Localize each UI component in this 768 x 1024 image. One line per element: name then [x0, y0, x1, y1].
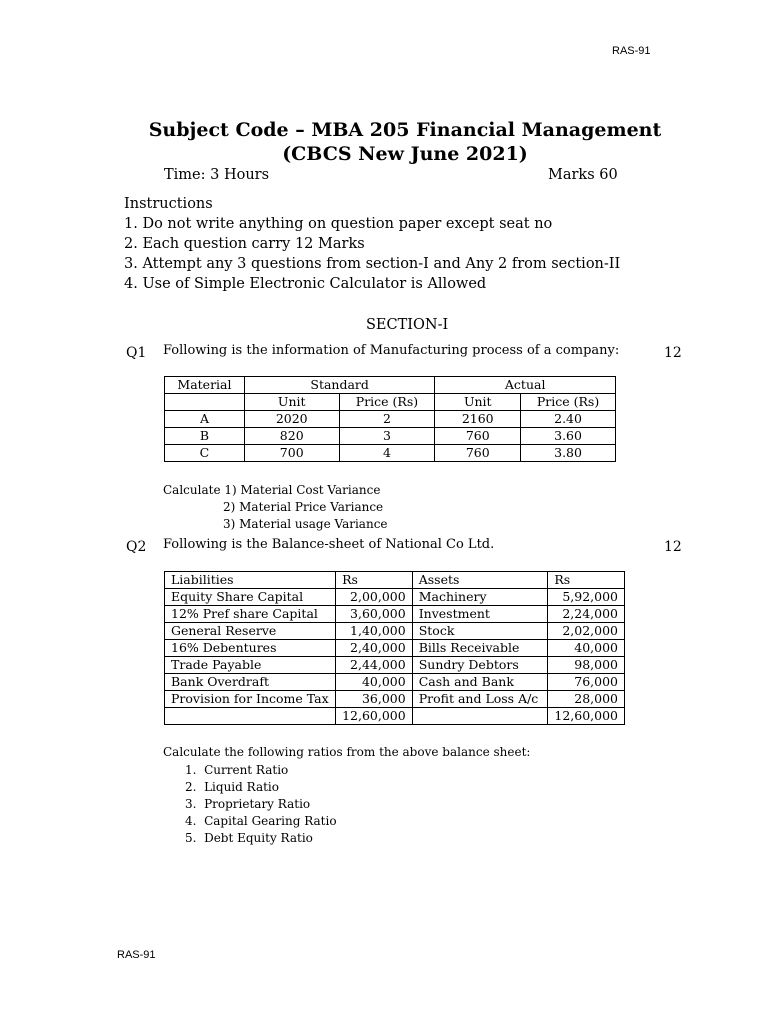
page-title: Subject Code – MBA 205 Financial Management (CBCS New June 2021) — [148, 119, 662, 165]
section-heading: SECTION-I — [366, 317, 449, 333]
question-text: Following is the Balance-sheet of National Co Ltd. — [163, 537, 495, 552]
table-cell: 2,00,000 — [336, 589, 413, 606]
instruction-item: 3. Attempt any 3 questions from section-I and Any 2 from section-II — [124, 256, 621, 272]
table-cell: 760 — [435, 428, 521, 445]
table-cell: A — [165, 411, 245, 428]
table-row — [165, 657, 625, 674]
table-cell: Bank Overdraft — [165, 674, 336, 691]
table-cell: Bills Receivable — [412, 640, 548, 657]
calc-instruction: 3) Material usage Variance — [223, 517, 388, 531]
table-cell: Sundry Debtors — [412, 657, 548, 674]
table-cell: C — [165, 445, 245, 462]
ratio-intro: Calculate the following ratios from the above balance sheet: — [163, 745, 531, 759]
table-row — [165, 674, 625, 691]
table-cell — [412, 708, 548, 725]
table-cell: Machinery — [412, 589, 548, 606]
table-cell: 5,92,000 — [548, 589, 625, 606]
table-cell: 2,02,000 — [548, 623, 625, 640]
table-header-cell: Liabilities — [165, 572, 336, 589]
table-cell: 2160 — [435, 411, 521, 428]
page-code-top: RAS-91 — [612, 45, 651, 57]
ratio-item: 3. Proprietary Ratio — [185, 797, 311, 811]
question-number: Q2 — [126, 539, 147, 555]
table-cell: Stock — [412, 623, 548, 640]
table-cell: 98,000 — [548, 657, 625, 674]
calc-instruction: 2) Material Price Variance — [223, 500, 384, 514]
table-cell: B — [165, 428, 245, 445]
table-cell: 820 — [244, 428, 339, 445]
table-cell: General Reserve — [165, 623, 336, 640]
table-cell: 36,000 — [336, 691, 413, 708]
table-row — [165, 623, 625, 640]
table-row — [165, 640, 625, 657]
exam-time: Time: 3 Hours — [164, 167, 270, 183]
table-cell: 40,000 — [336, 674, 413, 691]
table-cell: 3.80 — [521, 445, 616, 462]
table-cell: Provision for Income Tax — [165, 691, 336, 708]
table-cell — [165, 708, 336, 725]
instruction-item: 1. Do not write anything on question paper except seat no — [124, 216, 553, 232]
table-cell: 16% Debentures — [165, 640, 336, 657]
table-cell: 76,000 — [548, 674, 625, 691]
instructions-heading: Instructions — [124, 196, 213, 212]
table-cell: 2.40 — [521, 411, 616, 428]
table-header-cell: Actual — [435, 377, 616, 394]
table-header-cell: Unit — [435, 394, 521, 411]
calc-instruction: Calculate 1) Material Cost Variance — [163, 483, 381, 497]
table-row — [165, 589, 625, 606]
table-header-cell: Unit — [244, 394, 339, 411]
table-cell: Cash and Bank — [412, 674, 548, 691]
balance-sheet-table — [164, 571, 625, 725]
table-cell: 40,000 — [548, 640, 625, 657]
material-table — [164, 376, 616, 462]
page-code-bottom: RAS-91 — [117, 949, 156, 961]
table-cell: 2,44,000 — [336, 657, 413, 674]
table-total-cell: 12,60,000 — [336, 708, 413, 725]
question-marks: 12 — [664, 345, 682, 361]
table-cell: Equity Share Capital — [165, 589, 336, 606]
table-cell: 28,000 — [548, 691, 625, 708]
table-cell: Investment — [412, 606, 548, 623]
instruction-item: 2. Each question carry 12 Marks — [124, 236, 365, 252]
table-row — [165, 691, 625, 708]
table-cell: 2,24,000 — [548, 606, 625, 623]
table-header-cell: Material — [165, 377, 245, 394]
table-row — [165, 708, 625, 725]
table-header-cell: Assets — [412, 572, 548, 589]
table-cell: 2 — [339, 411, 435, 428]
table-header-cell: Rs — [548, 572, 625, 589]
table-cell — [165, 394, 245, 411]
table-header-cell: Rs — [336, 572, 413, 589]
table-cell: 3.60 — [521, 428, 616, 445]
ratio-item: 1. Current Ratio — [185, 763, 289, 777]
table-cell: Profit and Loss A/c — [412, 691, 548, 708]
table-cell: 12% Pref share Capital — [165, 606, 336, 623]
question-text: Following is the information of Manufacturing process of a company: — [163, 343, 620, 358]
ratio-item: 5. Debt Equity Ratio — [185, 831, 313, 845]
table-row — [165, 606, 625, 623]
table-header-cell: Price (Rs) — [339, 394, 435, 411]
table-cell: Trade Payable — [165, 657, 336, 674]
instruction-item: 4. Use of Simple Electronic Calculator is Allowed — [124, 276, 487, 292]
question-number: Q1 — [126, 345, 147, 361]
ratio-item: 2. Liquid Ratio — [185, 780, 279, 794]
table-cell: 3,60,000 — [336, 606, 413, 623]
table-header-cell: Price (Rs) — [521, 394, 616, 411]
question-marks: 12 — [664, 539, 682, 555]
table-cell: 2020 — [244, 411, 339, 428]
table-cell: 760 — [435, 445, 521, 462]
table-cell: 2,40,000 — [336, 640, 413, 657]
table-total-cell: 12,60,000 — [548, 708, 625, 725]
table-cell: 3 — [339, 428, 435, 445]
exam-marks: Marks 60 — [548, 167, 618, 183]
table-header-cell: Standard — [244, 377, 434, 394]
table-row — [165, 428, 616, 445]
ratio-item: 4. Capital Gearing Ratio — [185, 814, 337, 828]
table-row — [165, 411, 616, 428]
table-cell: 700 — [244, 445, 339, 462]
table-cell: 1,40,000 — [336, 623, 413, 640]
table-row — [165, 445, 616, 462]
table-cell: 4 — [339, 445, 435, 462]
